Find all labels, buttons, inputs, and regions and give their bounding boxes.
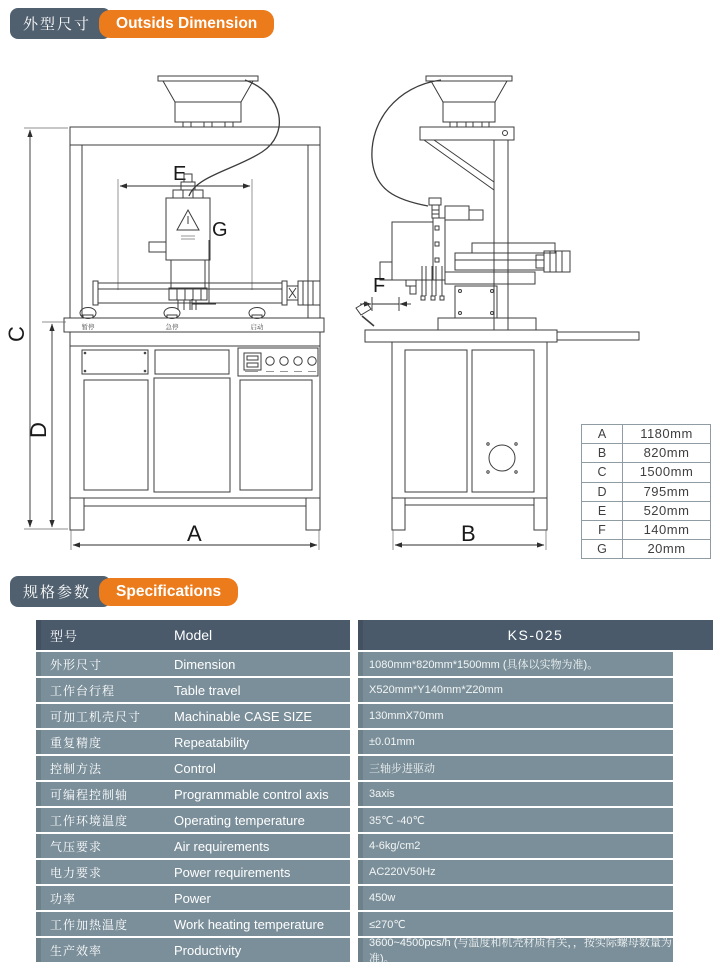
- dim-label-A: A: [187, 521, 202, 546]
- spec-row-value: 3axis: [358, 782, 673, 806]
- control-panel-icon: [238, 348, 318, 376]
- dimension-table-row: [582, 521, 710, 540]
- cabinet-front: [70, 332, 320, 530]
- dimension-letter: G: [582, 540, 623, 558]
- spec-table-row: [36, 782, 713, 806]
- spec-table-row: [36, 678, 713, 702]
- spec-row-value: AC220V50Hz: [358, 860, 673, 884]
- dimension-value: 140mm: [643, 521, 690, 537]
- dimension-table-row: [582, 463, 710, 482]
- spec-row-value: ±0.01mm: [358, 730, 673, 754]
- specifications-header: [10, 576, 238, 607]
- dimension-table-row: [582, 425, 710, 444]
- spec-row-label-en: Dimension: [174, 656, 236, 672]
- spec-table-row: [36, 704, 713, 728]
- dimension-letter: D: [582, 483, 623, 501]
- specifications-table: [36, 620, 713, 965]
- dimension-table-row: [582, 483, 710, 502]
- dimension-value: 795mm: [643, 483, 690, 499]
- specifications-title-en: Specifications: [99, 578, 238, 606]
- front-view: [4, 76, 324, 550]
- spec-table-row: [36, 937, 713, 965]
- spec-row-value: 35℃ -40℃: [358, 808, 673, 832]
- spec-row-label-zh: 控制方法: [50, 761, 103, 776]
- dim-label-D: D: [26, 422, 51, 438]
- spec-header-zh: 型号: [50, 628, 79, 644]
- spec-row-label-zh: 可编程控制轴: [50, 787, 129, 802]
- dispense-head-side: [380, 198, 483, 300]
- dimension-table: [581, 424, 711, 559]
- dimension-table-row: [582, 540, 710, 558]
- spec-row-label-en: Productivity: [174, 942, 242, 958]
- dimension-letter: C: [582, 463, 623, 481]
- spec-table-row: [36, 730, 713, 754]
- spec-row-label-en: Control: [174, 760, 216, 776]
- spec-row-label-en: Programmable control axis: [174, 786, 329, 802]
- spec-row-value: ≤270℃: [358, 912, 673, 936]
- dimension-value: 820mm: [643, 445, 690, 461]
- spec-row-label-zh: 工作台行程: [50, 683, 116, 698]
- spec-table-header-row: [36, 620, 713, 650]
- specifications-title-zh: 规格参数: [10, 576, 111, 607]
- spec-row-value: 1080mm*820mm*1500mm (具体以实物为准)。: [358, 652, 673, 676]
- dimension-value: 520mm: [643, 502, 690, 518]
- spec-row-label-en: Table travel: [174, 682, 241, 698]
- outside-dimension-title-zh: 外型尺寸: [10, 8, 111, 39]
- spec-row-label-en: Work heating temperature: [174, 916, 325, 932]
- spec-table-row: [36, 808, 713, 832]
- dimension-letter: F: [582, 521, 623, 539]
- spec-row-value: X520mm*Y140mm*Z20mm: [358, 678, 673, 702]
- pause-button-label: 暂停: [81, 324, 95, 331]
- estop-button-icon: [164, 308, 180, 319]
- stage-side: [438, 243, 570, 330]
- spec-table-row: [36, 834, 713, 858]
- spec-table-row: [36, 860, 713, 884]
- spec-row-label-zh: 重复精度: [50, 735, 103, 750]
- spec-table-row: [36, 912, 713, 936]
- start-button-label: 启动: [250, 324, 264, 331]
- dispense-head-front: [149, 174, 210, 310]
- spec-row-label-zh: 可加工机壳尺寸: [50, 709, 142, 724]
- spec-row-value: 4-6kg/cm2: [358, 834, 673, 858]
- hopper-side-icon: [426, 76, 512, 127]
- spec-row-label-zh: 工作加热温度: [50, 917, 129, 932]
- spec-row-label-en: Operating temperature: [174, 812, 305, 828]
- outside-dimension-title-en: Outsids Dimension: [99, 10, 274, 38]
- spec-row-label-en: Air requirements: [174, 838, 270, 854]
- dimension-table-row: [582, 502, 710, 521]
- dim-label-F: F: [373, 275, 386, 297]
- dim-label-C: C: [4, 326, 29, 342]
- dim-label-B: B: [461, 521, 476, 546]
- spec-row-value: 三轴步进驱动: [358, 756, 673, 780]
- spec-row-value: 3600~4500pcs/h (与温度和机壳材质有关，，按实际螺母数量为准)。: [358, 938, 673, 962]
- dimension-letter: E: [582, 502, 623, 520]
- outside-dimension-header: [10, 8, 274, 39]
- vent-hole-icon: [489, 445, 515, 471]
- start-button-icon: [249, 308, 265, 319]
- spec-row-label-zh: 工作环境温度: [50, 813, 129, 828]
- dimension-value: 20mm: [647, 541, 686, 557]
- spec-row-label-zh: 外形尺寸: [50, 657, 103, 672]
- spec-row-label-en: Machinable CASE SIZE: [174, 708, 313, 724]
- spec-row-value: 450w: [358, 886, 673, 910]
- spec-table-row: [36, 652, 713, 676]
- dimension-value: 1180mm: [640, 426, 693, 441]
- spec-row-label-zh: 电力要求: [50, 865, 103, 880]
- spec-table-row: [36, 756, 713, 780]
- feed-tube-front: [189, 80, 279, 196]
- spec-row-label-zh: 生产效率: [50, 943, 103, 958]
- spec-header-en: Model: [174, 627, 213, 643]
- feed-tube-side: [372, 80, 441, 206]
- spec-row-label-en: Power requirements: [174, 864, 291, 880]
- spec-row-value: 130mmX70mm: [358, 704, 673, 728]
- spec-header-model-value: KS-025: [358, 620, 713, 650]
- spec-row-label-en: Repeatability: [174, 734, 250, 750]
- hopper-front-icon: [158, 76, 258, 127]
- dimension-letter: B: [582, 444, 623, 462]
- spec-table-row: [36, 886, 713, 910]
- spec-row-label-zh: 功率: [50, 891, 77, 906]
- spec-row-label-zh: 气压要求: [50, 839, 103, 854]
- dimension-table-row: [582, 444, 710, 463]
- dim-label-G: G: [212, 219, 228, 241]
- dimension-value: 1500mm: [639, 464, 694, 480]
- dim-label-E: E: [173, 163, 187, 185]
- dimension-letter: A: [582, 425, 623, 443]
- spec-row-label-en: Power: [174, 890, 211, 906]
- estop-button-label: 急停: [165, 324, 179, 331]
